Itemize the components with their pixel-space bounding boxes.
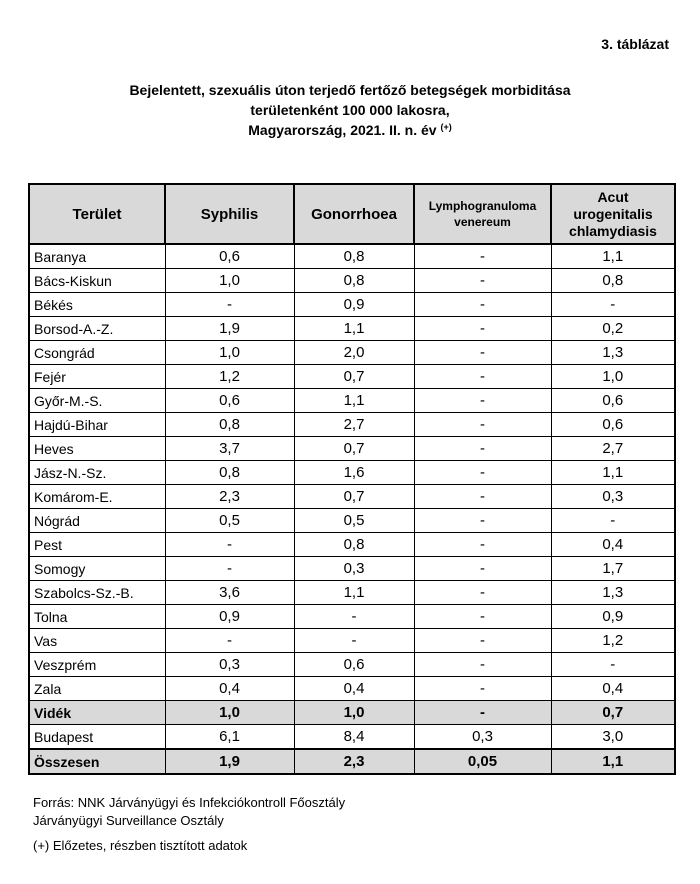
gonorrhoea-cell: 0,9 bbox=[294, 293, 414, 317]
chlamydiasis-cell: 0,8 bbox=[551, 269, 675, 293]
budapest-row bbox=[29, 725, 675, 750]
syphilis-cell: - bbox=[165, 533, 294, 557]
row-label: Vas bbox=[29, 629, 165, 653]
table-row bbox=[29, 485, 675, 509]
syphilis-cell: 0,8 bbox=[165, 461, 294, 485]
row-label: Békés bbox=[29, 293, 165, 317]
chlamydiasis-cell: - bbox=[551, 293, 675, 317]
syphilis-cell: 1,0 bbox=[165, 341, 294, 365]
chlamydiasis-cell: 3,0 bbox=[551, 725, 675, 750]
syphilis-cell: 2,3 bbox=[165, 485, 294, 509]
gonorrhoea-cell: 0,8 bbox=[294, 269, 414, 293]
lympho-cell: - bbox=[414, 437, 551, 461]
chlamydiasis-cell: 1,7 bbox=[551, 557, 675, 581]
row-label: Győr-M.-S. bbox=[29, 389, 165, 413]
lympho-cell: - bbox=[414, 557, 551, 581]
lympho-cell: - bbox=[414, 629, 551, 653]
lympho-cell: - bbox=[414, 269, 551, 293]
syphilis-cell: - bbox=[165, 557, 294, 581]
header-lympho-line1: Lymphogranuloma bbox=[428, 199, 537, 213]
syphilis-cell: - bbox=[165, 293, 294, 317]
morbidity-table bbox=[28, 183, 676, 775]
row-label: Vidék bbox=[29, 701, 165, 725]
gonorrhoea-cell: 1,1 bbox=[294, 389, 414, 413]
table-row bbox=[29, 677, 675, 701]
table-row bbox=[29, 341, 675, 365]
table-number-label: 3. táblázat bbox=[601, 36, 669, 52]
syphilis-cell: 0,5 bbox=[165, 509, 294, 533]
row-label: Összesen bbox=[29, 749, 165, 774]
lympho-cell: - bbox=[414, 244, 551, 269]
gonorrhoea-cell: 2,3 bbox=[294, 749, 414, 774]
row-label: Heves bbox=[29, 437, 165, 461]
chlamydiasis-cell: - bbox=[551, 653, 675, 677]
lympho-cell: - bbox=[414, 677, 551, 701]
chlamydiasis-cell: 1,1 bbox=[551, 749, 675, 774]
chlamydiasis-cell: 0,4 bbox=[551, 533, 675, 557]
header-lympho-line2: venereum bbox=[454, 215, 511, 229]
syphilis-cell: 3,6 bbox=[165, 581, 294, 605]
lympho-cell: - bbox=[414, 605, 551, 629]
table-row bbox=[29, 509, 675, 533]
preliminary-marker: (+) bbox=[440, 122, 452, 132]
chlamydiasis-cell: 2,7 bbox=[551, 437, 675, 461]
lympho-cell: - bbox=[414, 581, 551, 605]
row-label: Szabolcs-Sz.-B. bbox=[29, 581, 165, 605]
table-row bbox=[29, 605, 675, 629]
table-row bbox=[29, 365, 675, 389]
chlamydiasis-cell: 1,0 bbox=[551, 365, 675, 389]
table-row bbox=[29, 629, 675, 653]
lympho-cell: - bbox=[414, 701, 551, 725]
syphilis-cell: 1,2 bbox=[165, 365, 294, 389]
lympho-cell: - bbox=[414, 317, 551, 341]
lympho-cell: - bbox=[414, 533, 551, 557]
gonorrhoea-cell: 2,0 bbox=[294, 341, 414, 365]
chlamydiasis-cell: 1,1 bbox=[551, 244, 675, 269]
row-label: Hajdú-Bihar bbox=[29, 413, 165, 437]
source-line-2: Járványügyi Surveillance Osztály bbox=[33, 813, 224, 828]
gonorrhoea-cell: 0,4 bbox=[294, 677, 414, 701]
title-line-3 bbox=[0, 120, 700, 140]
gonorrhoea-cell: 0,7 bbox=[294, 437, 414, 461]
header-chlam-line1: Acut bbox=[597, 188, 629, 205]
table-row bbox=[29, 581, 675, 605]
header-chlamydiasis bbox=[551, 184, 675, 244]
table-row bbox=[29, 557, 675, 581]
source-line-1: Forrás: NNK Járványügyi és Infekciókontroll Főosztály bbox=[33, 795, 346, 810]
lympho-cell: - bbox=[414, 413, 551, 437]
syphilis-cell: 1,9 bbox=[165, 317, 294, 341]
syphilis-cell: 0,6 bbox=[165, 244, 294, 269]
table-row bbox=[29, 244, 675, 269]
chlamydiasis-cell: 0,6 bbox=[551, 389, 675, 413]
source-note bbox=[33, 794, 345, 830]
table-row bbox=[29, 653, 675, 677]
syphilis-cell: 0,8 bbox=[165, 413, 294, 437]
lympho-cell: - bbox=[414, 485, 551, 509]
gonorrhoea-cell: 0,6 bbox=[294, 653, 414, 677]
lympho-cell: - bbox=[414, 293, 551, 317]
header-row bbox=[29, 184, 675, 244]
row-label: Tolna bbox=[29, 605, 165, 629]
lympho-cell: - bbox=[414, 341, 551, 365]
gonorrhoea-cell: 8,4 bbox=[294, 725, 414, 750]
row-label: Komárom-E. bbox=[29, 485, 165, 509]
row-label: Budapest bbox=[29, 725, 165, 750]
chlamydiasis-cell: - bbox=[551, 509, 675, 533]
table-row bbox=[29, 533, 675, 557]
gonorrhoea-cell: - bbox=[294, 629, 414, 653]
syphilis-cell: 0,6 bbox=[165, 389, 294, 413]
gonorrhoea-cell: 0,7 bbox=[294, 485, 414, 509]
header-chlam-line2: urogenitalis bbox=[573, 205, 653, 222]
lympho-cell: - bbox=[414, 653, 551, 677]
chlamydiasis-cell: 0,9 bbox=[551, 605, 675, 629]
row-label: Csongrád bbox=[29, 341, 165, 365]
gonorrhoea-cell: - bbox=[294, 605, 414, 629]
lympho-cell: 0,3 bbox=[414, 725, 551, 750]
header-gonorrhoea: Gonorrhoea bbox=[294, 184, 414, 244]
lympho-cell: 0,05 bbox=[414, 749, 551, 774]
row-label: Baranya bbox=[29, 244, 165, 269]
title-line-2: területenként 100 000 lakosra, bbox=[250, 102, 450, 118]
syphilis-cell: 1,0 bbox=[165, 269, 294, 293]
table-row bbox=[29, 269, 675, 293]
table-row bbox=[29, 389, 675, 413]
gonorrhoea-cell: 0,3 bbox=[294, 557, 414, 581]
row-label: Zala bbox=[29, 677, 165, 701]
table-title bbox=[0, 80, 700, 140]
lympho-cell: - bbox=[414, 509, 551, 533]
row-label: Fejér bbox=[29, 365, 165, 389]
row-label: Nógrád bbox=[29, 509, 165, 533]
chlamydiasis-cell: 0,3 bbox=[551, 485, 675, 509]
row-label: Bács-Kiskun bbox=[29, 269, 165, 293]
gonorrhoea-cell: 1,1 bbox=[294, 317, 414, 341]
videk-row bbox=[29, 701, 675, 725]
row-label: Jász-N.-Sz. bbox=[29, 461, 165, 485]
gonorrhoea-cell: 0,8 bbox=[294, 533, 414, 557]
county-rows bbox=[29, 244, 675, 701]
row-label: Somogy bbox=[29, 557, 165, 581]
gonorrhoea-cell: 2,7 bbox=[294, 413, 414, 437]
lympho-cell: - bbox=[414, 461, 551, 485]
syphilis-cell: 3,7 bbox=[165, 437, 294, 461]
syphilis-cell: 6,1 bbox=[165, 725, 294, 750]
chlamydiasis-cell: 1,3 bbox=[551, 581, 675, 605]
syphilis-cell: - bbox=[165, 629, 294, 653]
header-syphilis: Syphilis bbox=[165, 184, 294, 244]
header-chlam-line3: chlamydiasis bbox=[569, 222, 657, 239]
header-terulet: Terület bbox=[29, 184, 165, 244]
row-label: Borsod-A.-Z. bbox=[29, 317, 165, 341]
syphilis-cell: 0,4 bbox=[165, 677, 294, 701]
title-line-1: Bejelentett, szexuális úton terjedő fertőző betegségek morbiditása bbox=[129, 82, 571, 98]
gonorrhoea-cell: 1,0 bbox=[294, 701, 414, 725]
gonorrhoea-cell: 0,7 bbox=[294, 365, 414, 389]
table-row bbox=[29, 317, 675, 341]
table-row bbox=[29, 437, 675, 461]
header-lymphogranuloma bbox=[414, 184, 551, 244]
table-row bbox=[29, 461, 675, 485]
osszesen-row bbox=[29, 749, 675, 774]
syphilis-cell: 1,0 bbox=[165, 701, 294, 725]
chlamydiasis-cell: 1,1 bbox=[551, 461, 675, 485]
syphilis-cell: 1,9 bbox=[165, 749, 294, 774]
chlamydiasis-cell: 0,4 bbox=[551, 677, 675, 701]
chlamydiasis-cell: 0,7 bbox=[551, 701, 675, 725]
syphilis-cell: 0,9 bbox=[165, 605, 294, 629]
lympho-cell: - bbox=[414, 389, 551, 413]
preliminary-note: (+) Előzetes, részben tisztított adatok bbox=[33, 838, 248, 853]
row-label: Veszprém bbox=[29, 653, 165, 677]
syphilis-cell: 0,3 bbox=[165, 653, 294, 677]
chlamydiasis-cell: 0,2 bbox=[551, 317, 675, 341]
gonorrhoea-cell: 0,5 bbox=[294, 509, 414, 533]
chlamydiasis-cell: 1,3 bbox=[551, 341, 675, 365]
row-label: Pest bbox=[29, 533, 165, 557]
table-row bbox=[29, 293, 675, 317]
gonorrhoea-cell: 1,1 bbox=[294, 581, 414, 605]
chlamydiasis-cell: 0,6 bbox=[551, 413, 675, 437]
table-row bbox=[29, 413, 675, 437]
gonorrhoea-cell: 0,8 bbox=[294, 244, 414, 269]
title-line-3-text: Magyarország, 2021. II. n. év bbox=[248, 122, 437, 138]
chlamydiasis-cell: 1,2 bbox=[551, 629, 675, 653]
lympho-cell: - bbox=[414, 365, 551, 389]
gonorrhoea-cell: 1,6 bbox=[294, 461, 414, 485]
